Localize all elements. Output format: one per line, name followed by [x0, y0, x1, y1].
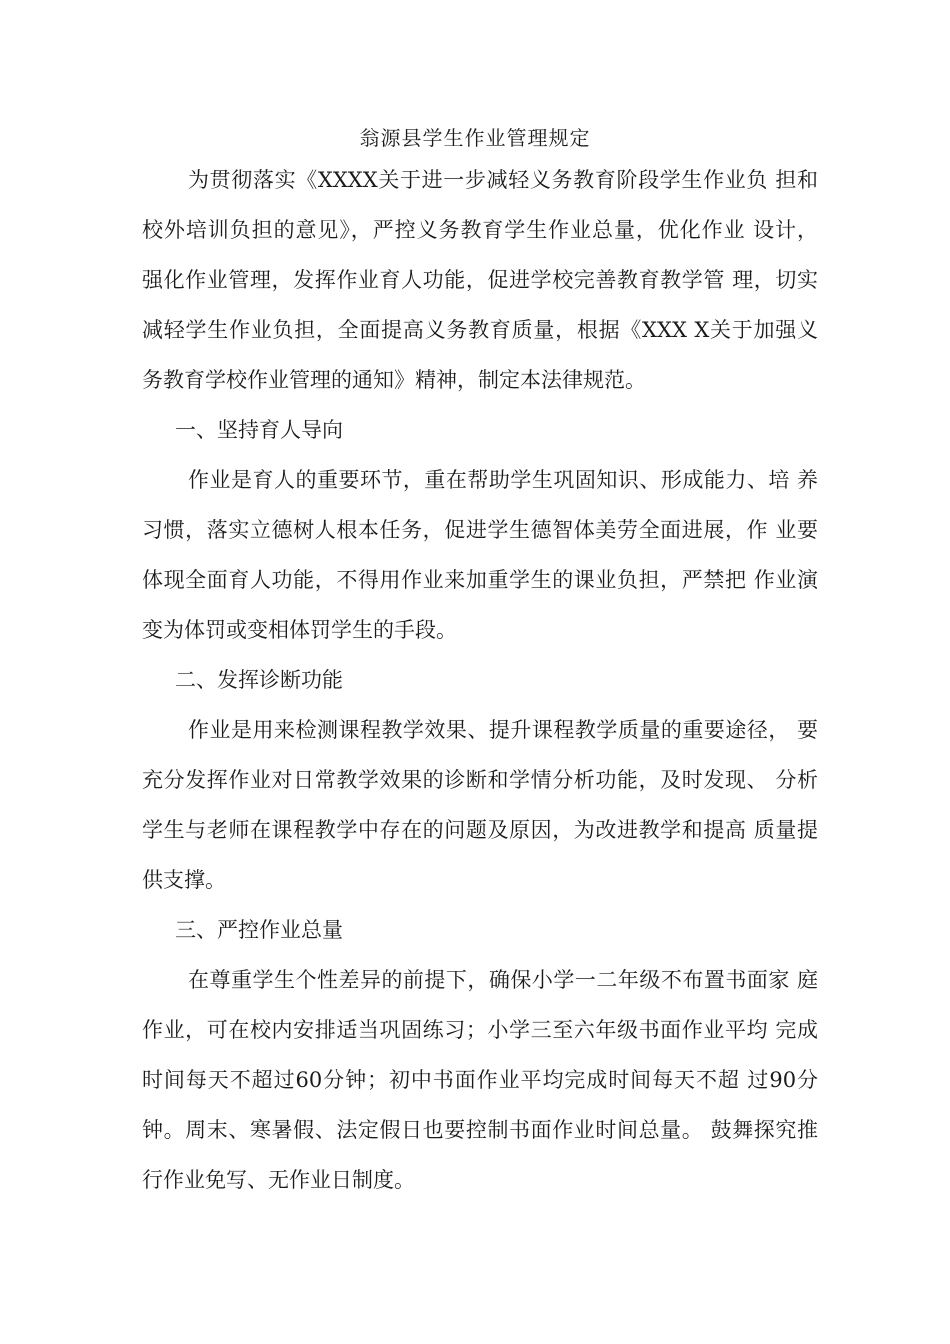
paragraph-line: 为贯彻落实《XXXX关于进一步减轻义务教育阶段学生作业负 担和: [188, 168, 818, 192]
paragraph-line: 校外培训负担的意见》，严控义务教育学生作业总量，优化作业 设计，: [142, 218, 818, 242]
paragraph-line: 变为体罚或变相体罚学生的手段。: [142, 618, 457, 642]
paragraph-line: 作业，可在校内安排适当巩固练习；小学三至六年级书面作业平均 完成: [142, 1018, 818, 1042]
section-heading: 三、严控作业总量: [175, 918, 343, 942]
paragraph-line: 学生与老师在课程教学中存在的问题及原因，为改进教学和提高 质量提: [142, 818, 818, 842]
paragraph-line: 习惯，落实立德树人根本任务，促进学生德智体美劳全面进展，作 业要: [142, 518, 818, 542]
paragraph-line: 钟。周末、寒暑假、法定假日也要控制书面作业时间总量。 鼓舞探究推: [142, 1118, 818, 1142]
paragraph-line: 作业是育人的重要环节，重在帮助学生巩固知识、形成能力、培 养: [188, 468, 818, 492]
paragraph-line: 减轻学生作业负担，全面提高义务教育质量，根据《XXX X关于加强义: [142, 318, 818, 342]
section-heading: 一、坚持育人导向: [175, 418, 343, 442]
paragraph-line: 体现全面育人功能，不得用作业来加重学生的课业负担，严禁把 作业演: [142, 568, 818, 592]
paragraph-line: 务教育学校作业管理的通知》精神，制定本法律规范。: [142, 368, 646, 392]
paragraph-line: 强化作业管理，发挥作业育人功能，促进学校完善教育教学管 理，切实: [142, 268, 818, 292]
paragraph-line: 作业是用来检测课程教学效果、提升课程教学质量的重要途径， 要: [188, 718, 818, 742]
paragraph-line: 时间每天不超过60分钟；初中书面作业平均完成时间每天不超 过90分: [142, 1068, 818, 1092]
document-title: 翁源县学生作业管理规定: [359, 126, 591, 150]
paragraph-line: 行作业免写、无作业日制度。: [142, 1168, 415, 1192]
paragraph-line: 充分发挥作业对日常教学效果的诊断和学情分析功能，及时发现、 分析: [142, 768, 818, 792]
paragraph-line: 在尊重学生个性差异的前提下，确保小学一二年级不布置书面家 庭: [188, 968, 818, 992]
section-heading: 二、发挥诊断功能: [175, 668, 343, 692]
paragraph-line: 供支撑。: [142, 868, 226, 892]
